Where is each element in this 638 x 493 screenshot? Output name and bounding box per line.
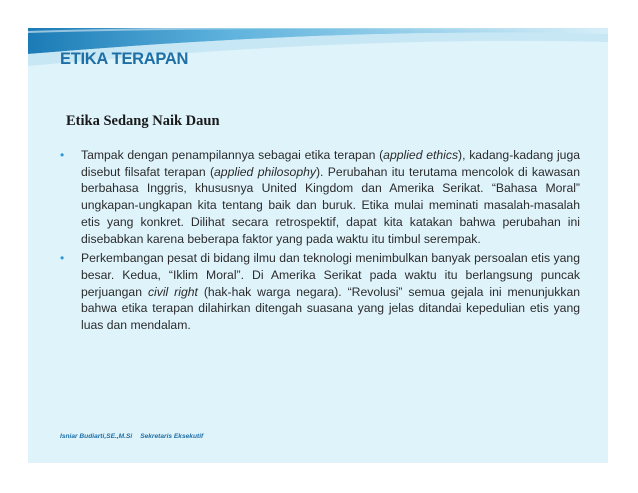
slide-subtitle: Etika Sedang Naik Daun xyxy=(66,113,220,129)
bullet-text-run-italic: applied philosophy xyxy=(214,164,316,179)
bullet-text-run-italic: applied ethics xyxy=(383,148,459,162)
slide-title: ETIKA TERAPAN xyxy=(60,50,189,68)
footer-author: Isniar Budiarti,SE.,M.Si xyxy=(60,433,133,440)
bullet-dot-icon: • xyxy=(60,148,65,162)
bullet-item xyxy=(56,147,580,247)
slide xyxy=(28,28,608,463)
bullet-dot-icon: • xyxy=(60,251,65,266)
slide-footer xyxy=(60,433,203,440)
bullet-text-run: Perkembangan pesat di bidang ilmu dan teknologi menimbulkan banyak persoalan etis yang besar. Kedua, “Iklim Moral”. Di Amerika Serikat pada waktu itu berlangsung puncak perjuangan xyxy=(81,251,580,299)
bullet-item xyxy=(56,250,580,334)
bullet-text-run: Tampak dengan penampilannya sebagai etika terapan ( xyxy=(81,148,384,162)
bullet-text-run: ). Perubahan itu terutama mencolok di kawasan berbahasa Inggris, khususnya United Kingdom dan Amerika Serikat. “Bahasa Moral” ungkapan-ungkapan kita tentang baik dan buruk. Etika mulai meminati masalah-masalah etis yang konkret. Dilihat secara retrospektif, dapat kita katakan bahwa perubahan ini disebabkan karena beberapa faktor yang pada waktu itu timbul serempak. xyxy=(81,164,580,246)
bullet-list xyxy=(56,147,580,337)
bullet-text-run: (hak-hak warga negara). “Revolusi” semua gejala ini menunjukkan bahwa etika terapan dilahirkan ditengah suasana yang jelas ditandai kepedulian etis yang luas dan mendalam. xyxy=(81,284,580,333)
footer-role: Sekretaris Eksekutif xyxy=(140,433,204,440)
bullet-text-run-italic: civil right xyxy=(147,284,198,299)
bullet-text-run: ), kadang-kadang juga disebut filsafat terapan ( xyxy=(81,148,581,179)
